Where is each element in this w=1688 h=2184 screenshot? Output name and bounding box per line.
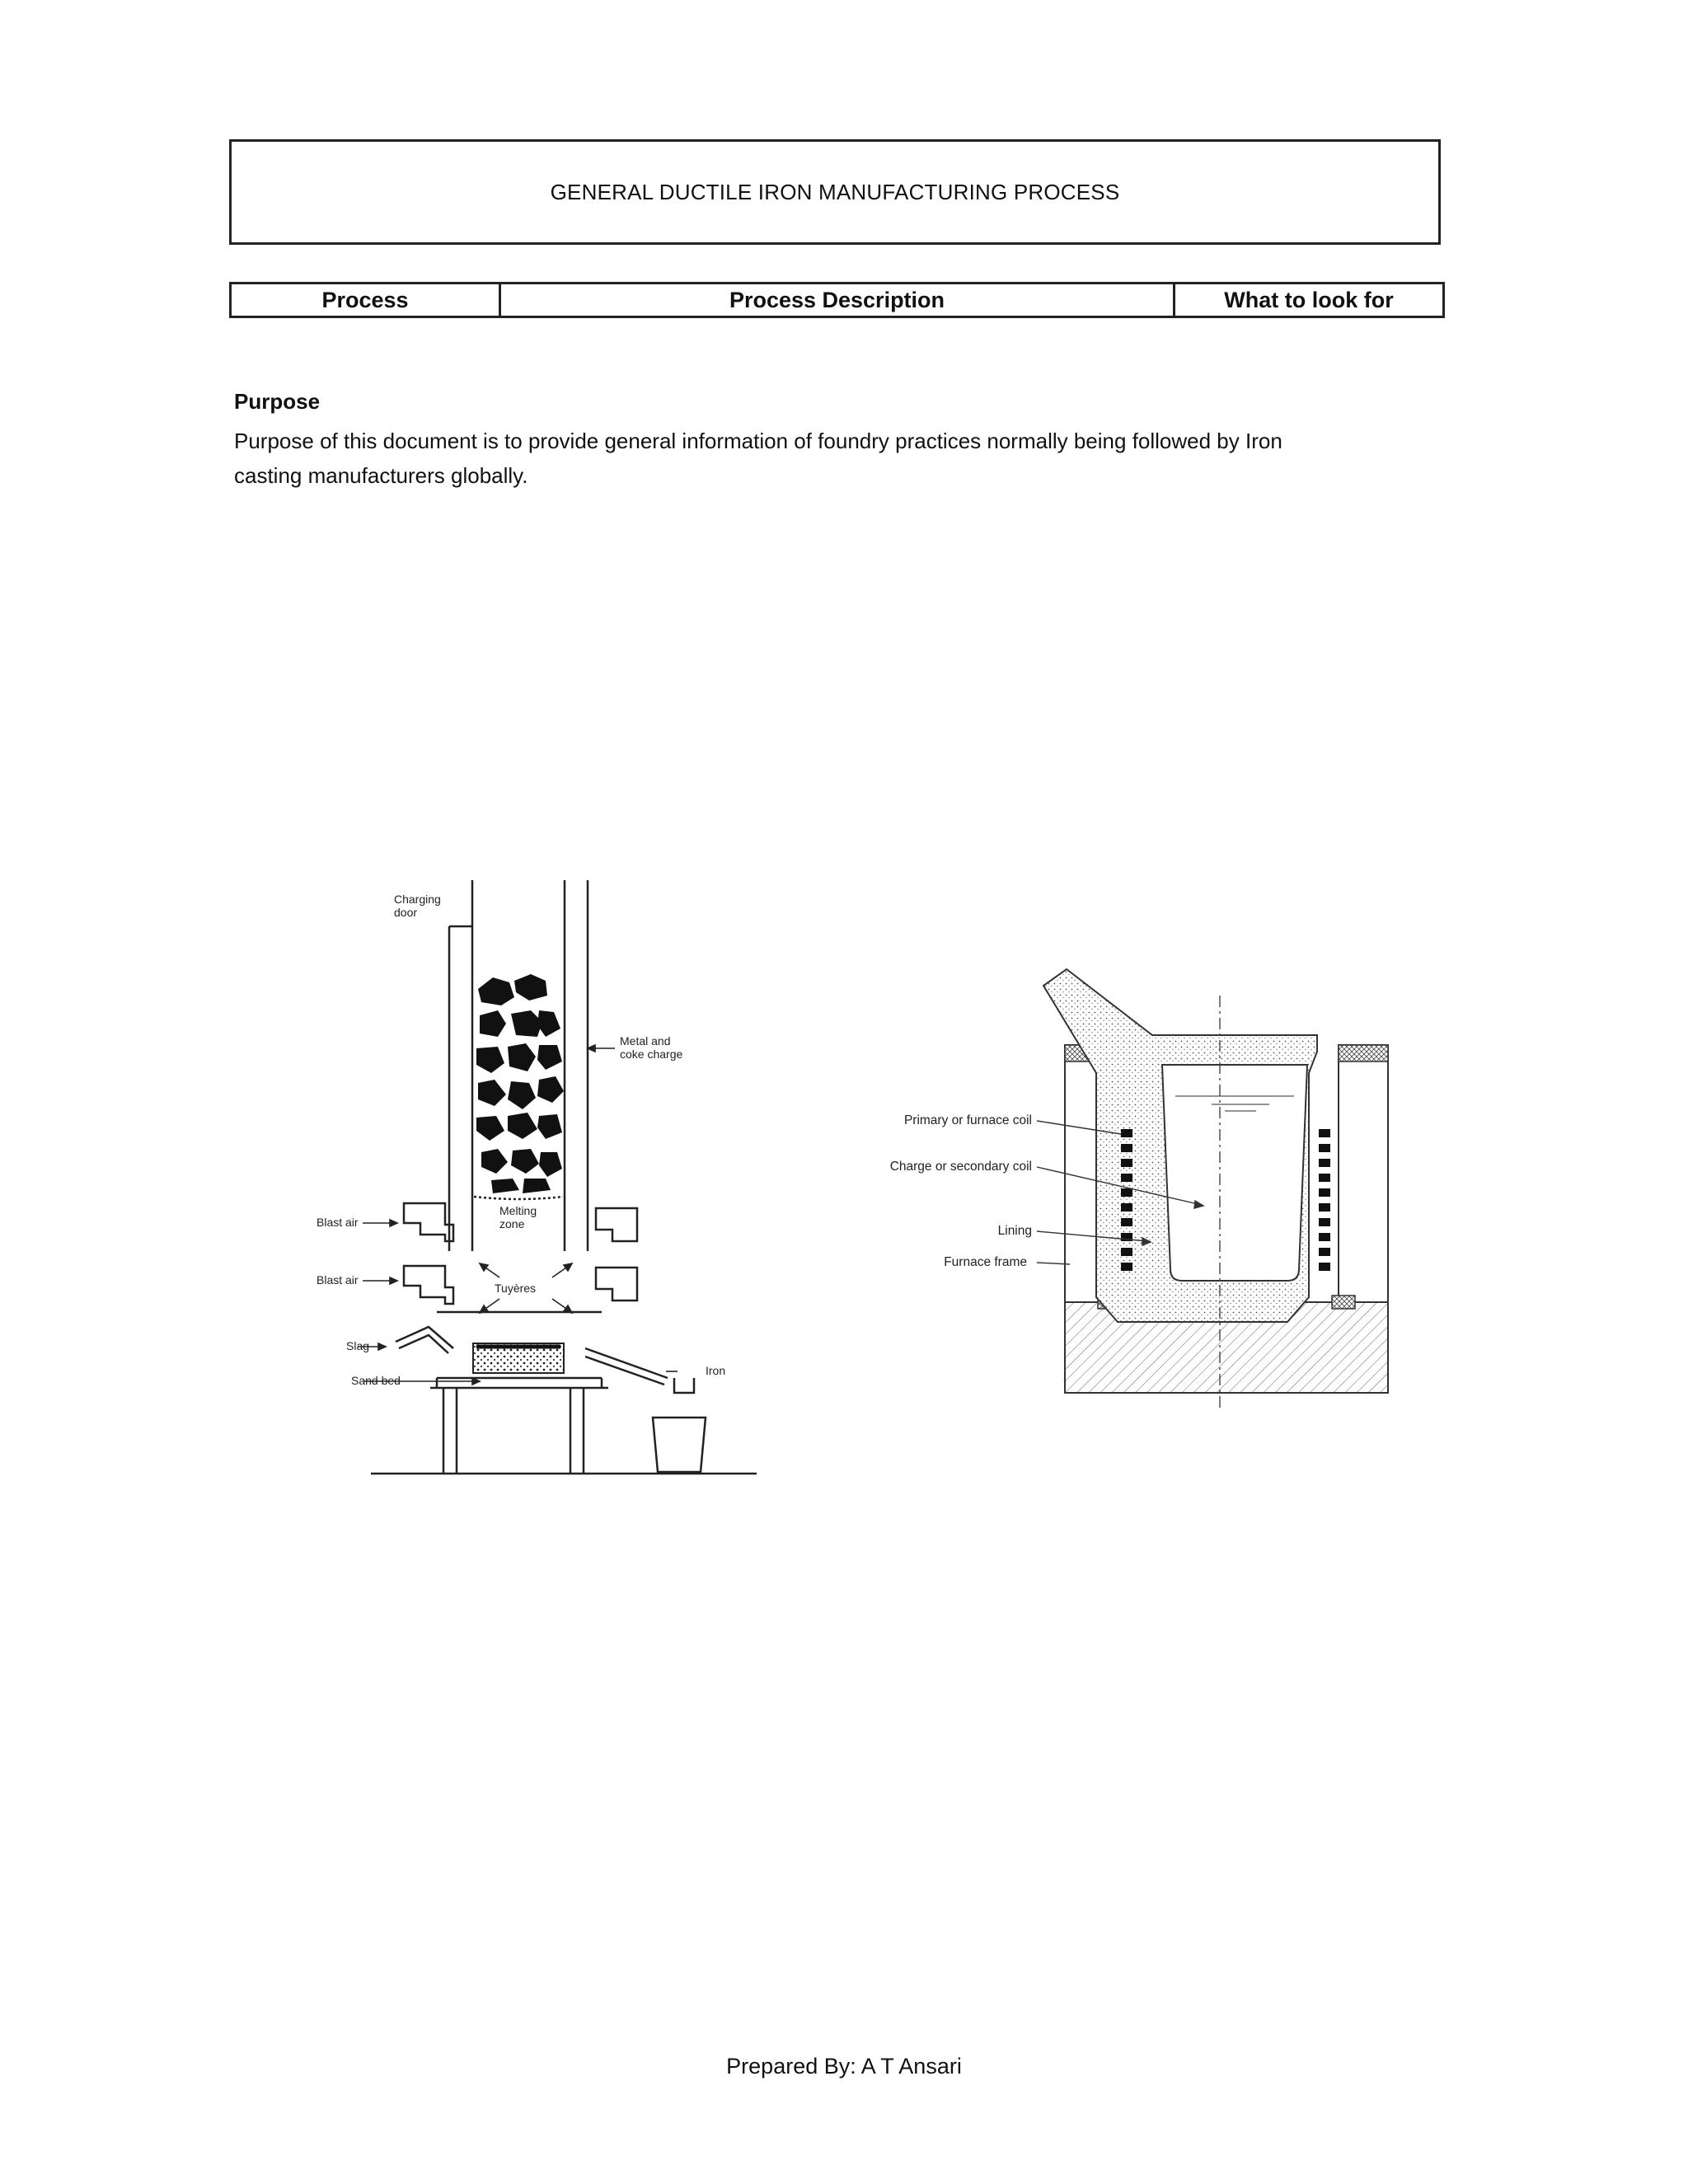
- document-title: GENERAL DUCTILE IRON MANUFACTURING PROCESS: [229, 139, 1441, 245]
- induction-furnace-diagram: [857, 948, 1401, 1418]
- column-header-process-description: Process Description: [500, 284, 1175, 317]
- footer-prepared-by: Prepared By: A T Ansari: [726, 2054, 962, 2079]
- label-charging-door-1: Charging: [394, 893, 441, 906]
- label-melting-zone-2: zone: [499, 1217, 525, 1230]
- label-furnace-frame: Furnace frame: [944, 1255, 1027, 1269]
- purpose-heading: Purpose: [234, 389, 321, 414]
- label-sand-bed: Sand bed: [351, 1374, 401, 1387]
- label-lining: Lining: [997, 1224, 1032, 1238]
- label-charging-door-2: door: [394, 906, 418, 919]
- label-blast-air-upper: Blast air: [316, 1216, 359, 1229]
- label-slag: Slag: [346, 1339, 370, 1352]
- charge-chunks: [476, 974, 564, 1193]
- label-iron: Iron: [706, 1364, 726, 1377]
- label-secondary-coil: Charge or secondary coil: [889, 1160, 1032, 1174]
- label-tuyeres: Tuyères: [495, 1282, 537, 1295]
- label-primary-coil: Primary or furnace coil: [903, 1113, 1032, 1127]
- cupola-furnace-diagram: [305, 874, 767, 1483]
- column-header-what-to-look-for: What to look for: [1175, 284, 1444, 317]
- column-header-process: Process: [231, 284, 500, 317]
- purpose-text: Purpose of this document is to provide general information of foundry practices normally being followed by Iron casting manufacturers globally.: [234, 429, 1282, 488]
- label-melting-zone-1: Melting: [499, 1204, 537, 1217]
- label-metal-and-coke-1: Metal and: [620, 1034, 671, 1047]
- label-metal-and-coke-2: coke charge: [620, 1047, 683, 1061]
- label-blast-air-lower: Blast air: [316, 1273, 359, 1286]
- process-table-header: [229, 282, 1445, 318]
